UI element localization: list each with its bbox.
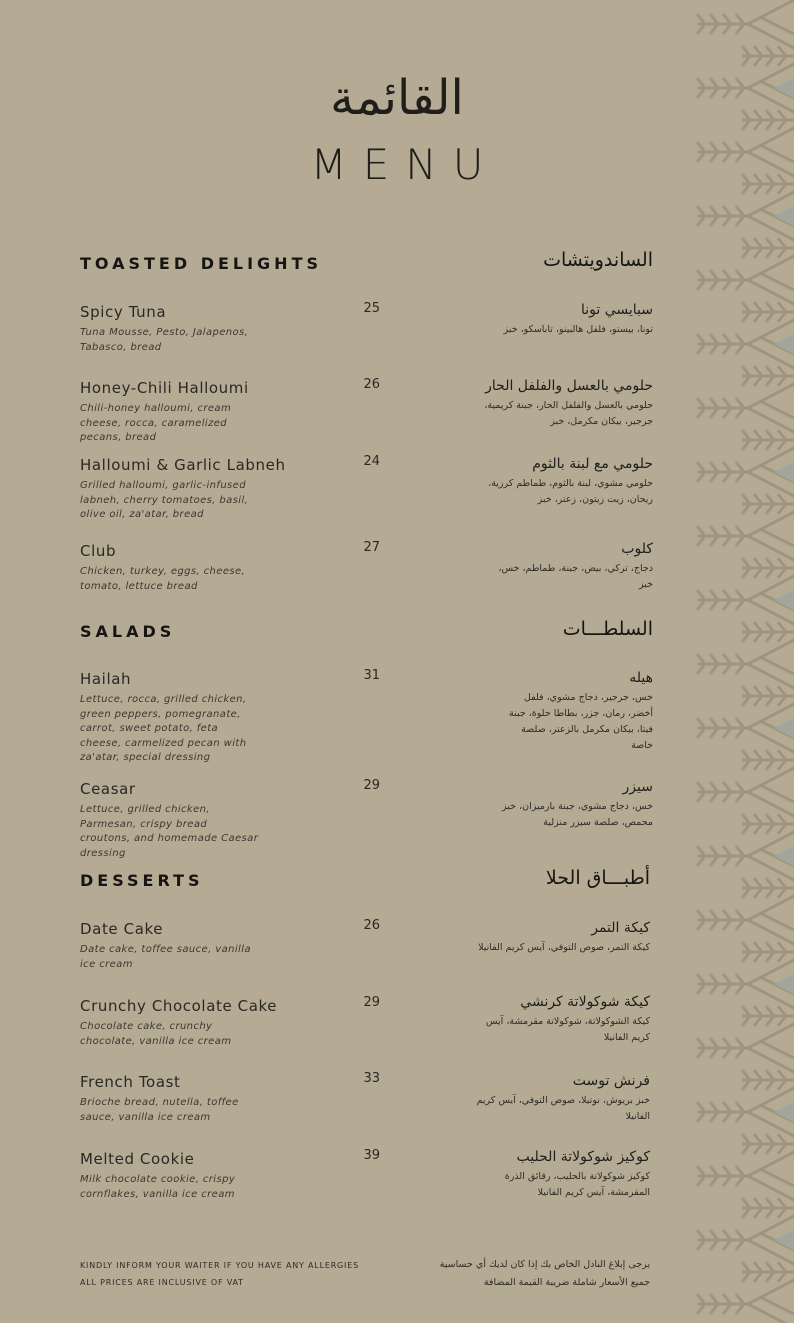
item-description-arabic: كوكيز شوكولاتة بالحليب، رقائق الذرة المقرمشة، آيس كريم الفانيلا — [504, 1171, 650, 1198]
item-name-arabic: كيكة التمر — [591, 920, 650, 936]
item-description: Tuna Mousse, Pesto, Jalapenos, Tabasco, bread — [80, 327, 249, 353]
item-name: Ceasar — [80, 780, 136, 798]
menu-item-hailah-arabic — [503, 670, 653, 754]
item-name: Honey-Chili Halloumi — [80, 379, 249, 397]
menu-item-crunchy-chocolate-cake-arabic — [480, 994, 650, 1046]
item-name: Crunchy Chocolate Cake — [80, 997, 278, 1015]
vat-notice: ALL PRICES ARE INCLUSIVE OF VAT — [80, 1278, 244, 1287]
menu-item-spicy-tuna — [80, 303, 380, 355]
section-title-toasted-delights: TOASTED DELIGHTS — [80, 254, 323, 273]
item-description: Date cake, toffee sauce, vanilla ice cream — [80, 944, 251, 970]
menu-item-honey-chili-halloumi-arabic — [483, 378, 653, 430]
item-name-arabic: كوكيز شوكولاتة الحليب — [516, 1149, 650, 1165]
allergy-notice-arabic: يرجى إبلاغ النادل الخاص بك إذا كان لديك أي حساسية — [439, 1259, 650, 1270]
allergy-notice: KINDLY INFORM YOUR WAITER IF YOU HAVE ANY ALLERGIES — [80, 1261, 359, 1270]
item-name-arabic: سبايسي تونا — [580, 302, 653, 318]
menu-item-french-toast-arabic — [475, 1073, 650, 1125]
menu-item-crunchy-chocolate-cake — [80, 997, 380, 1049]
menu-item-halloumi-garlic-labneh — [80, 456, 380, 523]
item-description: Chocolate cake, crunchy chocolate, vanilla ice cream — [80, 1021, 232, 1047]
menu-item-halloumi-garlic-labneh-arabic — [483, 456, 653, 508]
menu-item-club — [80, 542, 380, 594]
item-price: 26 — [363, 377, 380, 392]
item-name: Club — [80, 542, 117, 560]
menu-item-ceasar-arabic — [493, 779, 653, 831]
item-description-arabic: تونا، بيستو، فلفل هالبينو، تاباسكو، خبز — [503, 324, 653, 335]
item-name: Melted Cookie — [80, 1150, 195, 1168]
item-description-arabic: دجاج، تركي، بيض، جبنة، طماطم، خس، خبز — [498, 563, 653, 590]
item-description: Milk chocolate cookie, crispy cornflakes, vanilla ice cream — [80, 1174, 236, 1200]
vat-notice-arabic: جميع الأسعار شاملة ضريبة القيمة المضافة — [483, 1277, 650, 1288]
item-name-arabic: هيله — [629, 670, 653, 686]
item-name-arabic: كلوب — [621, 541, 653, 557]
item-description: Chicken, turkey, eggs, cheese, tomato, lettuce bread — [80, 566, 246, 592]
item-name-arabic: فرنش توست — [572, 1073, 650, 1089]
menu-item-ceasar — [80, 780, 380, 861]
item-name: Date Cake — [80, 920, 164, 938]
section-title-salads-arabic: السلطـــات — [562, 618, 653, 640]
item-description-arabic: حلومي مشوي، لبنة بالثوم، طماطم كرزية، ريحان، زيت زيتون، زعتر، خبز — [488, 478, 653, 505]
item-description: Chili-honey halloumi, cream cheese, rocca, caramelized pecans, bread — [80, 403, 232, 443]
item-price: 24 — [363, 454, 380, 469]
item-description-arabic: خس، جرجير، دجاج مشوي، فلفل أخضر، رمان، جزر، بطاطا حلوة، جبنة فيتا، بيكان مكرمل بالزعتر، صلصة خاصة — [509, 692, 653, 751]
item-name: French Toast — [80, 1073, 181, 1091]
item-name: Hailah — [80, 670, 132, 688]
item-description-arabic: حلومي بالعسل والفلفل الحار، جبنة كريمية، جرجير، بيكان مكرمل، خبز — [484, 400, 653, 427]
item-name-arabic: سيزر — [622, 779, 653, 795]
item-name-arabic: حلومي بالعسل والفلفل الحار — [485, 378, 653, 394]
section-title-toasted-delights-arabic: الساندويتشات — [543, 249, 653, 271]
item-name: Halloumi & Garlic Labneh — [80, 456, 286, 474]
item-description-arabic: كيكة التمر، صوص التوفي، آيس كريم الفانيلا — [478, 942, 650, 953]
menu-item-honey-chili-halloumi — [80, 379, 380, 446]
item-price: 39 — [363, 1148, 380, 1163]
menu-item-melted-cookie — [80, 1150, 380, 1202]
menu-item-date-cake-arabic — [450, 920, 650, 956]
menu-item-melted-cookie-arabic — [490, 1149, 650, 1201]
section-title-salads: SALADS — [80, 622, 176, 641]
menu-item-french-toast — [80, 1073, 380, 1125]
item-price: 26 — [363, 918, 380, 933]
item-name: Spicy Tuna — [80, 303, 167, 321]
item-description: Lettuce, grilled chicken, Parmesan, crispy bread croutons, and homemade Caesar dressing — [80, 804, 259, 859]
item-name-arabic: كيكة شوكولاتة كرنشي — [520, 994, 650, 1010]
item-description: Lettuce, rocca, grilled chicken, green peppers, pomegranate, carrot, sweet potato, feta cheese, carmelized pecan with za'atar, special dressing — [80, 694, 247, 763]
menu-title-arabic: القائمة — [330, 70, 464, 126]
menu-item-spicy-tuna-arabic — [483, 302, 653, 338]
item-price: 29 — [363, 995, 380, 1010]
item-description-arabic: خبز بريوش، نوتيلا، صوص التوفي، آيس كريم الفانيلا — [476, 1095, 650, 1122]
section-title-desserts: DESSERTS — [80, 871, 204, 890]
item-description-arabic: خس، دجاج مشوي، جبنة بارميزان، خبز محمص، صلصة سيزر منزلية — [502, 801, 653, 828]
item-name-arabic: حلومي مع لبنة بالثوم — [532, 456, 653, 472]
section-title-desserts-arabic: أطبـــاق الحلا — [545, 867, 650, 889]
item-price: 33 — [363, 1071, 380, 1086]
item-price: 25 — [363, 301, 380, 316]
arrow-chevron-pattern-icon — [690, 0, 794, 1323]
menu-item-hailah — [80, 670, 380, 766]
item-price: 31 — [363, 668, 380, 683]
menu-item-date-cake — [80, 920, 380, 972]
item-description-arabic: كيكة الشوكولاتة، شوكولاتة مقرمشة، آيس كريم الفانيلا — [485, 1016, 650, 1043]
item-price: 27 — [363, 540, 380, 555]
item-description: Grilled halloumi, garlic-infused labneh, cherry tomatoes, basil, olive oil, za'atar, bread — [80, 480, 249, 520]
menu-item-club-arabic — [483, 541, 653, 593]
menu-title: MENU — [310, 140, 500, 189]
item-description: Brioche bread, nutella, toffee sauce, vanilla ice cream — [80, 1097, 239, 1123]
item-price: 29 — [363, 778, 380, 793]
